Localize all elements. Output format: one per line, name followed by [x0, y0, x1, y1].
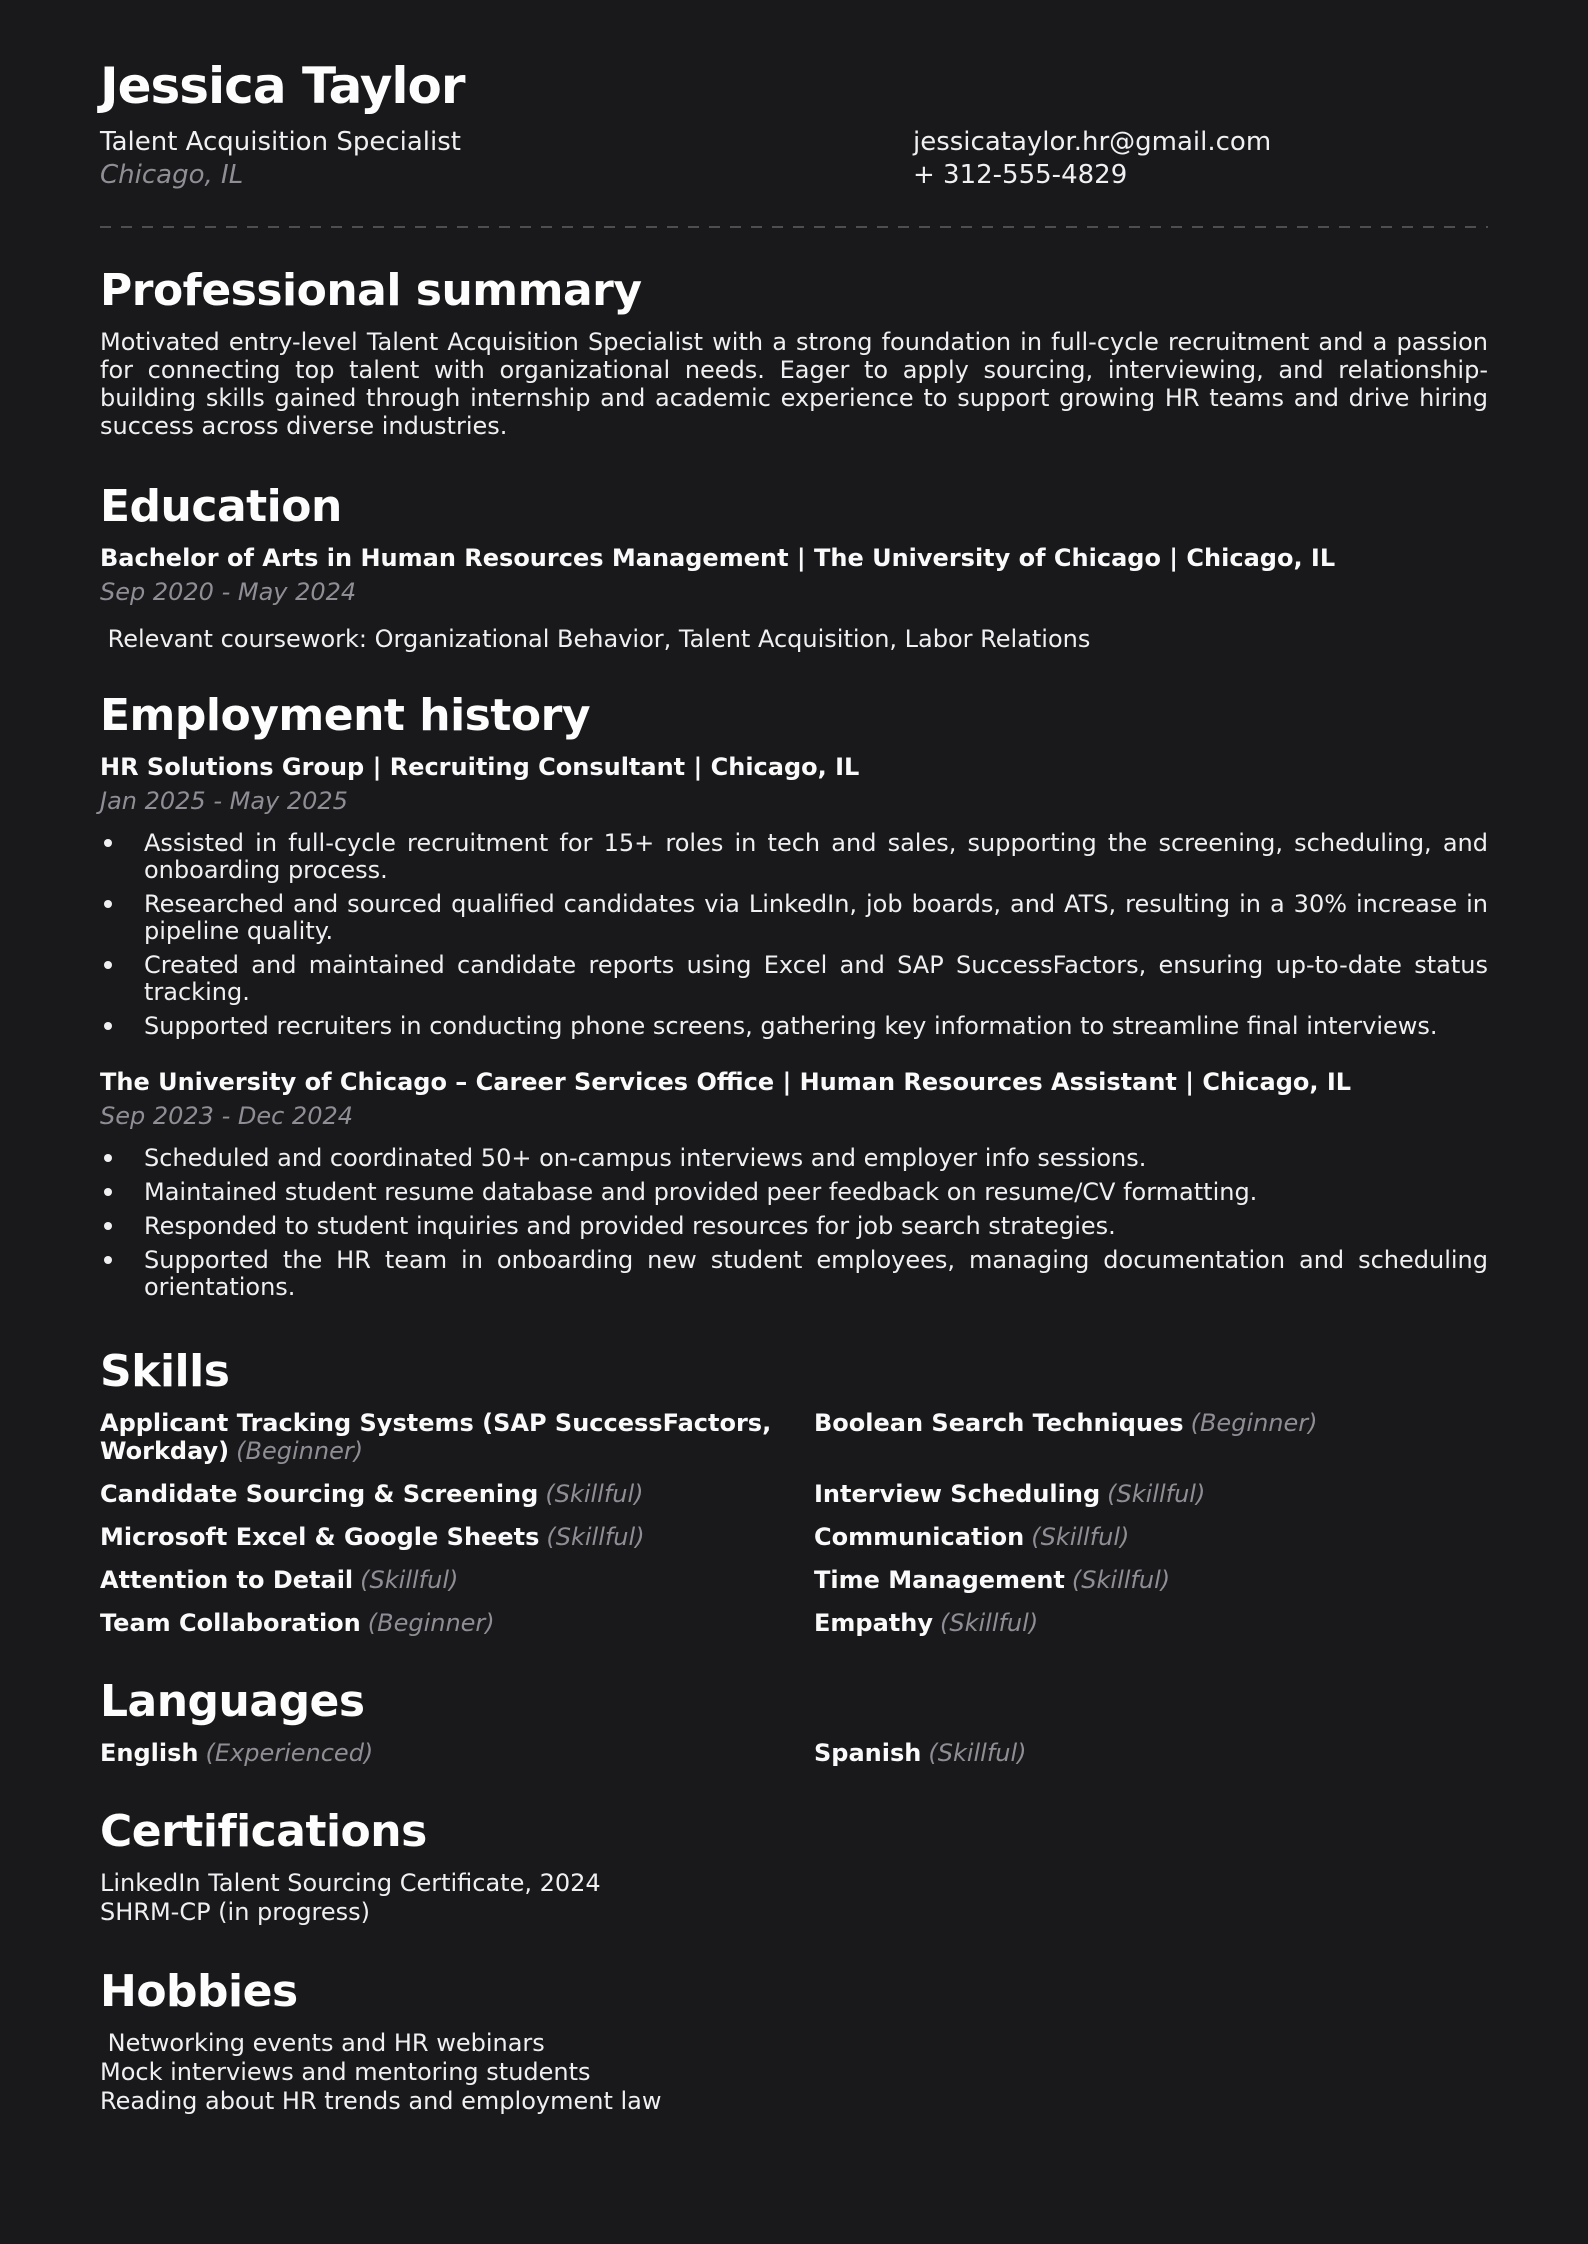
education-coursework: Relevant coursework: Organizational Behavior, Talent Acquisition, Labor Relations [100, 625, 1091, 653]
summary-heading: Professional summary [100, 265, 642, 316]
hobby-item: Reading about HR trends and employment law [100, 2087, 662, 2115]
language-level: (Experienced) [205, 1739, 374, 1767]
skill-name: Attention to Detail [100, 1566, 354, 1594]
languages-heading: Languages [100, 1676, 365, 1727]
candidate-location: Chicago, IL [100, 160, 244, 190]
job-bullet: Created and maintained candidate reports using Excel and SAP SuccessFactors, ensuring up-to-date status tracking. [100, 952, 1488, 1006]
hobby-item: Networking events and HR webinars [100, 2029, 545, 2057]
skill-name: Communication [814, 1523, 1025, 1551]
skill-level: (Skillful) [1071, 1566, 1171, 1594]
language-level: (Skillful) [928, 1739, 1027, 1767]
skill-item [100, 1480, 774, 1508]
skill-item [814, 1409, 1488, 1465]
skill-level: (Skillful) [545, 1480, 644, 1508]
job-bullet-list [100, 1145, 1488, 1301]
education-heading: Education [100, 481, 342, 532]
skill-item [814, 1609, 1488, 1637]
job-bullet: Maintained student resume database and provided peer feedback on resume/CV formatting. [100, 1179, 1488, 1206]
section-hobbies [100, 1967, 1488, 2116]
language-name: English [100, 1739, 199, 1767]
job-dates: Sep 2023 - Dec 2024 [100, 1102, 354, 1130]
education-dates: Sep 2020 - May 2024 [100, 578, 357, 606]
job-title: HR Solutions Group | Recruiting Consultant | Chicago, IL [100, 753, 860, 781]
skill-level: (Skillful) [360, 1566, 459, 1594]
skill-level: (Beginner) [367, 1609, 495, 1637]
skill-item [100, 1523, 774, 1551]
skill-item [814, 1480, 1488, 1508]
skill-name: Time Management [814, 1566, 1065, 1594]
job-entry [100, 1068, 1488, 1301]
hobby-item: Mock interviews and mentoring students [100, 2058, 591, 2086]
resume-header [100, 56, 1488, 192]
certification-item: SHRM-CP (in progress) [100, 1898, 371, 1926]
certification-item: LinkedIn Talent Sourcing Certificate, 2024 [100, 1869, 601, 1897]
skill-level: (Skillful) [1031, 1523, 1130, 1551]
skill-level: (Skillful) [1107, 1480, 1206, 1508]
skill-item [814, 1523, 1488, 1551]
language-name: Spanish [814, 1739, 922, 1767]
skills-heading: Skills [100, 1346, 230, 1397]
skill-name: Boolean Search Techniques [814, 1409, 1184, 1437]
job-title: The University of Chicago – Career Services Office | Human Resources Assistant | Chicago, IL [100, 1068, 1352, 1096]
skill-item [100, 1566, 774, 1594]
job-bullet: Supported the HR team in onboarding new student employees, managing documentation and scheduling orientations. [100, 1247, 1488, 1301]
certifications-heading: Certifications [100, 1806, 427, 1857]
employment-heading: Employment history [100, 690, 590, 741]
section-languages [100, 1677, 1488, 1767]
section-education [100, 482, 1488, 653]
skill-item [100, 1409, 774, 1465]
contact-phone: + 312-555-4829 [913, 160, 1128, 190]
section-skills [100, 1347, 1488, 1637]
education-degree: Bachelor of Arts in Human Resources Management | The University of Chicago | Chicago, IL [100, 544, 1336, 572]
skill-name: Interview Scheduling [814, 1480, 1101, 1508]
job-bullet-list [100, 830, 1488, 1040]
section-professional-summary [100, 266, 1488, 440]
job-entry [100, 753, 1488, 1040]
header-contact [913, 56, 1488, 192]
candidate-title: Talent Acquisition Specialist [100, 127, 461, 157]
candidate-name: Jessica Taylor [100, 57, 465, 115]
skill-level: (Beginner) [236, 1437, 364, 1465]
job-bullet: Supported recruiters in conducting phone screens, gathering key information to streamline final interviews. [100, 1013, 1488, 1040]
job-bullet: Assisted in full-cycle recruitment for 15+ roles in tech and sales, supporting the screening, scheduling, and onboarding process. [100, 830, 1488, 884]
skill-level: (Beginner) [1190, 1409, 1318, 1437]
hobbies-heading: Hobbies [100, 1966, 298, 2017]
skill-name: Candidate Sourcing & Screening [100, 1480, 539, 1508]
header-divider [100, 226, 1488, 228]
skill-level: (Skillful) [546, 1523, 645, 1551]
section-certifications [100, 1807, 1488, 1927]
job-bullet: Responded to student inquiries and provided resources for job search strategies. [100, 1213, 1488, 1240]
skill-name: Applicant Tracking Systems (SAP SuccessFactors, Workday) [100, 1409, 772, 1465]
languages-grid [100, 1739, 1488, 1767]
skills-grid [100, 1409, 1488, 1637]
header-identity [100, 56, 913, 192]
skill-level: (Skillful) [939, 1609, 1039, 1637]
skill-name: Team Collaboration [100, 1609, 361, 1637]
section-employment-history [100, 691, 1488, 1301]
job-bullet: Scheduled and coordinated 50+ on-campus interviews and employer info sessions. [100, 1145, 1488, 1172]
skill-name: Empathy [814, 1609, 933, 1637]
language-item [100, 1739, 774, 1767]
language-item [814, 1739, 1488, 1767]
skill-name: Microsoft Excel & Google Sheets [100, 1523, 540, 1551]
job-bullet: Researched and sourced qualified candidates via LinkedIn, job boards, and ATS, resulting in a 30% increase in pipeline quality. [100, 891, 1488, 945]
skill-item [100, 1609, 774, 1637]
skill-item [814, 1566, 1488, 1594]
job-dates: Jan 2025 - May 2025 [100, 787, 348, 815]
contact-email: jessicataylor.hr@gmail.com [913, 127, 1272, 157]
summary-text: Motivated entry-level Talent Acquisition Specialist with a strong foundation in full-cycle recruitment and a passion for connecting top talent with organizational needs. Eager to apply sourcing, interviewing, and relationship-building skills gained through internship and academic experience to support growing HR teams and drive hiring success across diverse industries. [100, 328, 1488, 440]
